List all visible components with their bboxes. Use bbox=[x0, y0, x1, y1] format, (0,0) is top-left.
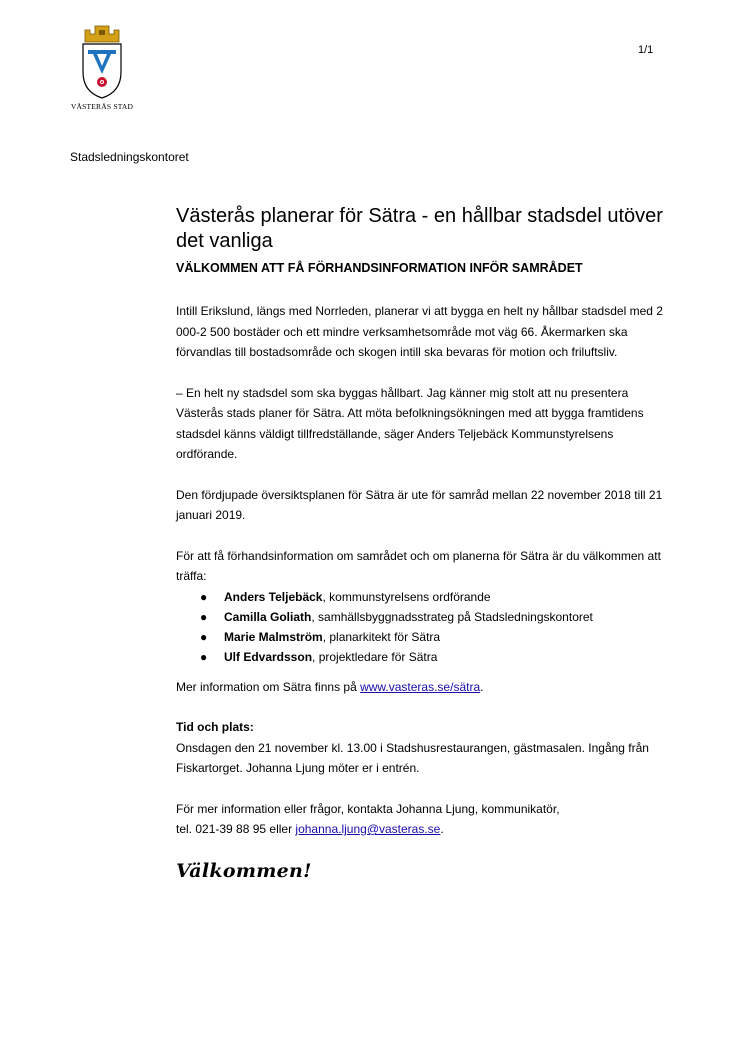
document-subtitle: VÄLKOMMEN ATT FÅ FÖRHANDSINFORMATION INFÖR SAMRÅDET bbox=[176, 261, 583, 275]
list-item bbox=[176, 607, 676, 627]
more-info-suffix: . bbox=[480, 679, 484, 694]
contact-role: , planarkitekt för Sätra bbox=[322, 629, 441, 644]
paragraph-invitation: För att få förhandsinformation om samrådet och om planerna för Sätra är du välkommen att träffa: bbox=[176, 548, 661, 583]
contact-role: , projektledare för Sätra bbox=[312, 649, 438, 664]
more-info-line bbox=[176, 677, 676, 698]
contact-info-line1: För mer information eller frågor, kontakta Johanna Ljung, kommunikatör, bbox=[176, 801, 560, 816]
website-link[interactable]: www.vasteras.se/sätra bbox=[360, 679, 481, 694]
coat-of-arms-icon bbox=[77, 24, 127, 100]
contact-role: , kommunstyrelsens ordförande bbox=[322, 589, 491, 604]
document-title: Västerås planerar för Sätra - en hållbar stadsdel utöver det vanliga bbox=[176, 205, 663, 252]
more-info-prefix: Mer information om Sätra finns på bbox=[176, 679, 361, 694]
bullet-icon: ● bbox=[200, 629, 208, 644]
contact-role: , samhällsbyggnadsstrateg på Stadsledningskontoret bbox=[311, 609, 593, 624]
paragraph-quote: – En helt ny stadsdel som ska byggas hållbart. Jag känner mig stolt att nu presentera Västerås stads planer för Sätra. Att möta befolkningsökningen med att bygga framtidens stadsdel känns väldigt tillfredställande, säger Anders Teljebäck Kommunstyrelsens ordförande. bbox=[176, 385, 644, 461]
department-label: Stadsledningskontoret bbox=[70, 150, 189, 164]
document-body bbox=[176, 204, 676, 882]
bullet-icon: ● bbox=[200, 649, 208, 664]
contact-info-suffix: . bbox=[440, 822, 444, 836]
logo-text: VÄSTERÅS STAD bbox=[70, 102, 134, 111]
list-item bbox=[176, 627, 676, 647]
contact-name: Ulf Edvardsson bbox=[224, 649, 313, 664]
bullet-icon: ● bbox=[200, 609, 208, 624]
paragraph-intro: Intill Erikslund, längs med Norrleden, planerar vi att bygga en helt ny hållbar stadsdel med 2 000-2 500 bostäder och ett mindre verksamhetsområde mot väg 66. Åkermarken ska förvandlas till bostadsområde och skogen intill ska bevaras för motion och friluftsliv. bbox=[176, 304, 663, 359]
page-number: 1/1 bbox=[638, 44, 654, 56]
closing-greeting: Välkommen! bbox=[176, 859, 312, 882]
contact-list bbox=[176, 587, 676, 667]
time-place-text: Onsdagen den 21 november kl. 13.00 i Stadshusrestaurangen, gästmasalen. Ingång från Fiskartorget. Johanna Ljung möter er i entrén. bbox=[176, 740, 649, 775]
email-link[interactable]: johanna.ljung@vasteras.se bbox=[295, 822, 441, 836]
time-place-heading: Tid och plats: bbox=[176, 720, 254, 734]
paragraph-consultation: Den fördjupade översiktsplanen för Sätra är ute för samråd mellan 22 november 2018 till 21 januari 2019. bbox=[176, 487, 663, 522]
list-item bbox=[176, 647, 676, 667]
contact-name: Anders Teljebäck bbox=[224, 589, 323, 604]
list-item bbox=[176, 587, 676, 607]
vasteras-logo bbox=[70, 24, 134, 116]
contact-name: Camilla Goliath bbox=[224, 609, 312, 624]
phone-text: tel. 021-39 88 95 eller bbox=[176, 822, 296, 836]
contact-info-line2 bbox=[176, 819, 676, 840]
bullet-icon: ● bbox=[200, 589, 208, 604]
contact-name: Marie Malmström bbox=[224, 629, 323, 644]
